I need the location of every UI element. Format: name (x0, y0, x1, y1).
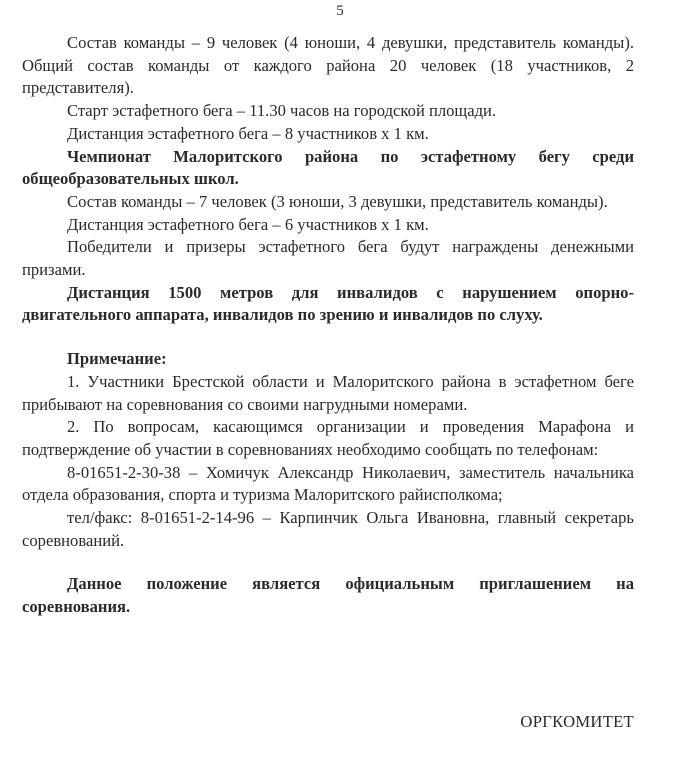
paragraph-relay-start: Старт эстафетного бега – 11.30 часов на городской площади. (67, 101, 497, 121)
note-item-2: 2. По вопросам, касающимся организации и проведения Марафона и подтверждение об участии в соревнованиях необходимо сообщать по телефонам: (22, 417, 634, 459)
paragraph-prizes: Победители и призеры эстафетного бега будут награждены денежными призами. (22, 237, 634, 280)
note-item-1: 1. Участники Брестской области и Малоритского района в эстафетном беге прибывают на соревнования со своими нагрудными номерами. (22, 371, 634, 414)
page-number: 5 (336, 3, 344, 19)
section-heading-school-championship: Чемпионат Малоритского района по эстафетному бегу среди общеобразовательных школ. (22, 146, 634, 189)
signature-orgkomitet: ОРГКОМИТЕТ (520, 712, 634, 731)
document-body (22, 32, 634, 619)
contact-homichuk: 8-01651-2-30-38 – Хомичук Александр Николаевич, заместитель начальника отдела образования, спорта и туризма Малоритского райисполкома; (22, 462, 634, 505)
paragraph-school-relay-distance: Дистанция эстафетного бега – 6 участников х 1 км. (67, 214, 429, 234)
paragraph-relay-distance: Дистанция эстафетного бега – 8 участников х 1 км. (67, 123, 429, 143)
paragraph-team-composition: Состав команды – 9 человек (4 юноши, 4 девушки, представитель команды). Общий состав команды от каждого района 20 человек (18 участников, 2 представителя). (22, 33, 634, 98)
contact-karpinchik: тел/факс: 8-01651-2-14-96 – Карпинчик Ольга Ивановна, главный секретарь соревнований. (22, 508, 634, 550)
paragraph-school-team-composition: Состав команды – 7 человек (3 юноши, 3 девушки, представитель команды). (67, 191, 608, 211)
closing-statement: Данное положение является официальным приглашением на соревнования. (22, 574, 634, 617)
section-heading-disabled-distance: Дистанция 1500 метров для инвалидов с нарушением опорно-двигательного аппарата, инвалидов по зрению и инвалидов по слуху. (22, 282, 634, 325)
note-heading: Примечание: (67, 349, 167, 369)
